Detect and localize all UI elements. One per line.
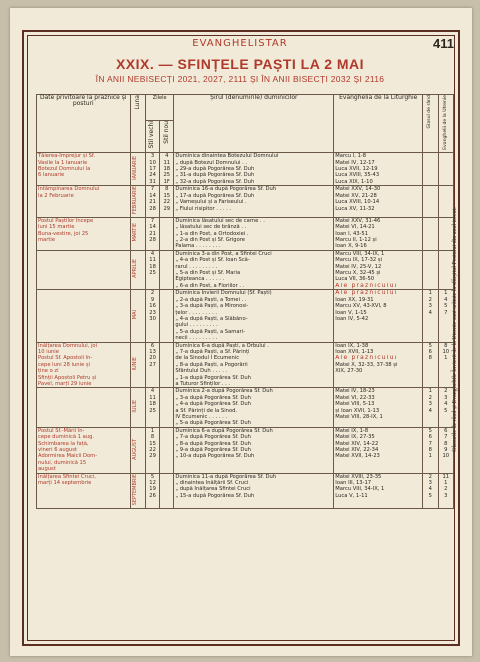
month-row — [37, 388, 454, 427]
day-stil-vechi — [145, 342, 159, 388]
gospel-reading-line: Marcu II, 1-12 și — [335, 237, 377, 244]
gospel-reading-line: Matei VIII, 5-13 — [335, 401, 375, 408]
sunday-names-line: „ 5-a după Paști, a Samari- — [175, 328, 245, 335]
month-name: SEPTEMBRIE — [130, 473, 145, 508]
utrenie-value-line: 10 — [442, 453, 450, 460]
gospel-reading-line: Matei IV, 25-V, 12 — [335, 263, 382, 270]
header-glas: Glasul de rând — [423, 95, 438, 153]
sunday-names-line: țelor . . . . . . . . . — [175, 309, 218, 316]
sunday-names-line: „ lăsatului sec de brânză . . — [175, 224, 247, 231]
gospel-reading — [334, 186, 423, 218]
month-name: IUNIE — [130, 342, 145, 388]
sunday-names — [174, 342, 334, 388]
feast-notes-line: ține o zi — [38, 368, 59, 375]
day-stil-vechi-line: 15 — [149, 440, 156, 447]
utrenie-value-line: 5 — [444, 303, 448, 310]
gospel-reading-line: Matei XVIII, 23-35 — [335, 473, 382, 480]
sunday-names — [174, 388, 334, 427]
gospel-reading-line: Marcu VIII, 34-IX, 1 — [335, 486, 385, 493]
glas-value-line: 4 — [428, 407, 432, 414]
day-stil-vechi — [145, 250, 159, 289]
gospel-reading-line: Ioan XX, 19-31 — [335, 296, 374, 303]
sunday-names-line: „ Vameșului și a Fariseului . — [175, 199, 247, 206]
feast-notes-line: august — [38, 466, 56, 473]
glas-value-line: 7 — [428, 440, 432, 447]
sunday-names-line: Duminica 11-a după Pogorârea Sf. Duh — [175, 473, 277, 480]
day-stil-nou-line: 1F — [163, 178, 170, 185]
feast-notes — [37, 427, 131, 473]
gospel-reading-line: Ioan IV, 5-42 — [335, 315, 369, 322]
sunday-names — [174, 290, 334, 342]
sunday-names-line: „ 1-a după Pogorârea Sf. Duh — [175, 374, 251, 381]
sunday-names-line: „ 7-a după Paști, a Sf. Părinți — [175, 348, 250, 355]
gospel-reading-line: Ioan X, 9-16 — [335, 243, 367, 250]
sunday-names — [174, 186, 334, 218]
utrenie-value-line: 9 — [444, 447, 448, 454]
day-stil-vechi-line: 25 — [149, 407, 156, 414]
feast-notes-line: nului, duminică 15 — [38, 459, 87, 466]
utrenie-value — [438, 153, 453, 186]
feast-notes-line: Postul Sf. Apostoli în- — [38, 355, 93, 362]
sunday-names-line: „ 5-a din Post și Sf. Maria — [175, 270, 241, 277]
gospel-reading — [334, 427, 423, 473]
month-row — [37, 473, 454, 508]
sunday-names-line: „ 15-a după Pogorârea Sf. Duh — [175, 492, 255, 499]
sunday-names-line: „ 4-a din Post și Sf. Ioan Scă- — [175, 257, 250, 264]
sunday-names-line: a Tuturor Sfinților . . . — [175, 380, 231, 387]
gospel-reading-line: Marcu IX, 17-32 și — [335, 257, 383, 264]
day-stil-vechi-line: 10 — [149, 159, 156, 166]
day-stil-vechi — [145, 473, 159, 508]
day-stil-nou-line: 22 — [163, 199, 171, 206]
utrenie-value-line: 11 — [442, 473, 450, 480]
day-stil-vechi-line: 7 — [150, 186, 155, 193]
gospel-reading-line: Matei IV, 18-23 — [335, 388, 375, 395]
month-name: FEBRUARIE — [130, 186, 145, 218]
sunday-names-line: „ 4-a după Paști, a Slăbăno- — [175, 315, 248, 322]
glas-value-line: 3 — [428, 303, 432, 310]
glas-value — [423, 217, 438, 250]
utrenie-value-line: 7 — [444, 434, 448, 441]
utrenie-value-line: 1 — [444, 480, 448, 487]
gospel-reading-line: Ioan V, 1-15 — [335, 309, 367, 316]
utrenie-value-line: 8 — [444, 342, 448, 349]
gospel-reading-line: Matei IX, 1-8 — [335, 427, 369, 434]
sunday-names-line: „ 9-a după Pogorârea Sf. Duh — [175, 447, 251, 454]
sunday-names-line: „ dinaintea Înălțării Sf. Cruci — [175, 480, 249, 487]
page-title: XXIX. — SFINȚELE PAȘTI LA 2 MAI — [115, 56, 365, 72]
page-subtitle: ÎN ANII NEBISECȚI 2021, 2027, 2111 ȘI ÎN ANII BISECȚI 2032 ȘI 2116 — [95, 74, 385, 84]
glas-value-line: 2 — [428, 394, 432, 401]
glas-value — [423, 427, 438, 473]
day-stil-nou-line: 15 — [163, 192, 171, 199]
gospel-reading — [334, 153, 423, 186]
feast-notes-line: luni 15 martie — [38, 224, 75, 231]
gospel-reading-line: Matei XIV, 22-34 — [335, 447, 379, 454]
day-stil-vechi-line: 21 — [149, 230, 156, 237]
day-stil-vechi — [145, 153, 159, 186]
feast-notes — [37, 153, 131, 186]
sunday-names-line: „ după Botezul Domnului . . — [175, 159, 248, 166]
day-stil-vechi-line: 27 — [149, 361, 156, 368]
sunday-names-line: „ 6-a din Post, a Floriilor . . — [175, 282, 245, 289]
sunday-names-line: „ 1-a din Post, a Ortodoxiei . — [175, 230, 249, 237]
day-stil-vechi-line: 11 — [149, 394, 156, 401]
day-stil-nou — [160, 473, 174, 508]
gospel-reading-line: Luca XV, 11-32 — [335, 205, 375, 212]
day-stil-vechi-line: 18 — [149, 263, 156, 270]
day-stil-nou — [160, 153, 174, 186]
header-zilele: Zilele — [145, 95, 173, 121]
feast-notes-line: Postul Sf.-Mării în- — [38, 427, 85, 434]
day-stil-vechi-line: 14 — [149, 224, 156, 231]
glas-value-line: 3 — [428, 401, 432, 408]
month-name: MARTIE — [130, 217, 145, 250]
utrenie-value-line: 2 — [444, 388, 448, 395]
sunday-names-line: „ Fiului risipitor . . . . . — [175, 205, 232, 212]
gospel-reading — [334, 290, 423, 342]
day-stil-nou-line: 18 — [163, 166, 171, 173]
gospel-reading — [334, 473, 423, 508]
day-stil-vechi-line: 9 — [150, 296, 155, 303]
sunday-names-line: de la Sinodul I Ecumenic — [175, 355, 240, 362]
day-stil-vechi-line: 19 — [149, 486, 156, 493]
sunday-names-line: a Sf. Părinți de la Sinod. — [175, 407, 238, 414]
feast-notes-line: la 2 Februarie — [38, 192, 74, 199]
day-stil-nou-line: 11 — [163, 159, 171, 166]
day-stil-vechi — [145, 388, 159, 427]
sunday-names — [174, 153, 334, 186]
gospel-reading-line: Marcu X, 32-45 și — [335, 270, 381, 277]
gospel-reading-line: Matei XXV, 31-46 — [335, 217, 381, 224]
utrenie-value-line: 8 — [444, 440, 448, 447]
gospel-reading-line: Luca XVII, 12-19 — [335, 166, 378, 173]
gospel-reading-line: Matei X, 32-33, 37-38 și — [335, 361, 398, 368]
day-stil-vechi-line: 28 — [149, 237, 156, 244]
day-stil-vechi-line: 31 — [149, 178, 156, 185]
gospel-reading-line: Ioan IX, 1-38 — [335, 342, 369, 349]
sunday-names-line: „ 4-a după Pogorârea Sf. Duh — [175, 401, 251, 408]
month-row — [37, 290, 454, 342]
month-row — [37, 427, 454, 473]
day-stil-vechi-line: 4 — [150, 388, 155, 395]
utrenie-value-line: 5 — [444, 407, 448, 414]
gospel-reading-line: Matei VIII, 28-IX, 1 — [335, 414, 383, 421]
glas-value-line: 1 — [428, 388, 432, 395]
day-stil-vechi — [145, 290, 159, 342]
day-stil-nou — [160, 217, 174, 250]
sunday-names-line: „ 7-a după Pogorârea Sf. Duh — [175, 434, 251, 441]
month-row — [37, 342, 454, 388]
header-utrenie: Evanghelii de la Utrenie — [438, 95, 453, 153]
gospel-reading-line: Marcu I, 1-8 — [335, 153, 367, 160]
utrenie-value-line: 3 — [444, 492, 448, 499]
day-stil-vechi — [145, 186, 159, 218]
sunday-names-line: „ 31-a după Pogorârea Sf. Duh — [175, 172, 255, 179]
utrenie-value-line: 1 — [444, 355, 448, 362]
sunday-names-line: Duminica 6-a după Pogorârea Sf. Duh — [175, 427, 273, 434]
sunday-names-line: Duminica Învierii Domnului (Sf. Paști) — [175, 290, 272, 297]
day-stil-vechi-line: 18 — [149, 401, 156, 408]
sunday-names-line: necii . . . . . . . . . — [175, 335, 218, 342]
month-row — [37, 186, 454, 218]
gospel-reading-line: Ioan I, 43-51 — [335, 230, 369, 237]
day-stil-vechi-line: 16 — [149, 303, 156, 310]
day-stil-vechi-line: 28 — [149, 205, 156, 212]
day-stil-vechi-line: 8 — [150, 434, 155, 441]
day-stil-nou — [160, 427, 174, 473]
day-stil-nou-line: 29 — [163, 205, 171, 212]
feast-notes-line: 10 iunie — [38, 348, 59, 355]
sunday-names-line: Duminica 2-a după Pogorârea Sf. Duh — [175, 388, 273, 395]
feast-notes-line: Întâmpinarea Domnului — [38, 186, 100, 193]
feast-notes-line: marți 14 septembrie — [38, 480, 92, 487]
sunday-names-line: Egipteanca . . . . . . — [175, 276, 225, 283]
sunday-names-line: Duminica 3-a din Post, a Sfintei Cruci — [175, 250, 272, 257]
running-title: EVANGHELISTAR — [192, 38, 288, 49]
header-stil-nou: Stil nou — [160, 121, 174, 153]
gospel-reading-line: Marcu VIII, 34-IX, 1 — [335, 250, 385, 257]
gospel-reading-line: Matei XIV, 14-22 — [335, 440, 379, 447]
glas-value — [423, 250, 438, 289]
sunday-names-line: „ 2-a după Paști, a Tomei . . — [175, 296, 247, 303]
feast-notes-line: Tăierea-Împrejur și Sf. — [38, 153, 96, 160]
glas-value-line: 6 — [428, 348, 432, 355]
gospel-reading-line: Matei IV, 12-17 — [335, 159, 375, 166]
gospel-reading-line: Ale praznicului — [335, 355, 398, 362]
day-stil-vechi-line: 29 — [149, 453, 156, 460]
gospel-reading — [334, 388, 423, 427]
day-stil-nou — [160, 290, 174, 342]
day-stil-vechi-line: 1 — [150, 427, 155, 434]
side-note: Glasurile de rând și Evangheliile Învierii de la Utrenie sunt arătate la sfârșitul Postului din anul trecut. — [452, 207, 458, 453]
page-number: 411 — [433, 36, 454, 51]
feast-notes-line: 6 Ianuarie — [38, 172, 65, 179]
gospel-reading-line: Matei XVII, 14-23 — [335, 453, 380, 460]
glas-value-line: 5 — [428, 427, 432, 434]
month-row — [37, 153, 454, 186]
sunday-names-line: „ 8-a după Paști, a Pogorârii — [175, 361, 248, 368]
sunday-names-line: Duminica dinaintea Botezului Domnului — [175, 153, 279, 160]
feast-notes-line: Adormirea Maicii Dom- — [38, 453, 98, 460]
day-stil-vechi-line: 21 — [149, 199, 156, 206]
day-stil-vechi-line: 23 — [149, 309, 156, 316]
header-stil-vechi: Stil vechi — [145, 121, 159, 153]
utrenie-value-line: 3 — [444, 394, 448, 401]
gospel-reading-line: Matei XXV, 14-30 — [335, 186, 381, 193]
gospel-reading — [334, 250, 423, 289]
day-stil-vechi-line: 11 — [149, 257, 156, 264]
gospel-reading-line: XIX, 27-30 — [335, 368, 363, 375]
gospel-reading-line: Luca XVIII, 35-43 — [335, 172, 380, 179]
day-stil-vechi-line: 25 — [149, 270, 156, 277]
feast-notes — [37, 290, 131, 342]
day-stil-nou — [160, 342, 174, 388]
sunday-names-line: „ 32-a după Pogorârea Sf. Duh — [175, 178, 255, 185]
feast-notes-line: Sfinții Apostoli Petru și — [38, 374, 97, 381]
day-stil-nou-line: 8 — [165, 186, 169, 193]
month-name: IULIE — [130, 388, 145, 427]
feast-notes-line: Postul Paștilor începe — [38, 217, 94, 224]
day-stil-nou — [160, 388, 174, 427]
feast-notes — [37, 217, 131, 250]
feast-notes-line: martie — [38, 237, 56, 244]
day-stil-vechi-line: 20 — [149, 355, 156, 362]
glas-value-line: 1 — [428, 290, 432, 297]
feast-notes — [37, 342, 131, 388]
gospel-reading-line: Luca XVIII, 10-14 — [335, 199, 380, 206]
glas-value-line: 5 — [428, 342, 432, 349]
month-name: IANUARIE — [130, 153, 145, 186]
day-stil-vechi-line: 12 — [149, 480, 156, 487]
day-stil-vechi-line: 13 — [149, 348, 156, 355]
gospel-reading-line: Ioan III, 13-17 — [335, 480, 372, 487]
sunday-names-line: Duminica 6-a după Paști, a Orbului . — [175, 342, 269, 349]
gospel-reading-line: Marcu XV, 43-XVI, 8 — [335, 303, 387, 310]
glas-value — [423, 388, 438, 427]
gospel-reading — [334, 342, 423, 388]
feast-notes-line: Înălțarea Sfintei Cruci, — [38, 473, 96, 480]
day-stil-vechi-line: 30 — [149, 315, 156, 322]
glas-value — [423, 186, 438, 218]
glas-value — [423, 342, 438, 388]
header-evanghelia: Evanghelia de la Liturghie — [334, 95, 423, 153]
calendar-table — [36, 94, 454, 509]
utrenie-value-line: 1 — [444, 290, 448, 297]
sunday-names-line: rarul . . . . . . . . . — [175, 263, 218, 270]
gospel-reading-line: Luca VII, 36-50 — [335, 276, 375, 283]
glas-value-line: 4 — [428, 486, 432, 493]
day-stil-vechi-line: 5 — [150, 473, 155, 480]
utrenie-value-line: 10 — [442, 348, 450, 355]
sunday-names-line: „ 29-a după Pogorârea Sf. Duh — [175, 166, 255, 173]
month-row — [37, 217, 454, 250]
glas-value — [423, 153, 438, 186]
sunday-names-line: „ 3-a după Pogorârea Sf. Duh — [175, 394, 251, 401]
feast-notes-line: cepe duminică 1 aug. — [38, 434, 95, 441]
utrenie-value-line: 6 — [444, 427, 448, 434]
sunday-names — [174, 217, 334, 250]
feast-notes-line: Botezul Domnului la — [38, 166, 91, 173]
feast-notes — [37, 388, 131, 427]
glas-value — [423, 473, 438, 508]
sunday-names-line: IV Ecumenic . . . . . . — [175, 414, 228, 421]
feast-notes-line: Pavel, marți 29 iunie — [38, 380, 92, 387]
glas-value — [423, 290, 438, 342]
sunday-names-line: gului . . . . . . . . . — [175, 322, 218, 329]
utrenie-value-line: 4 — [444, 296, 448, 303]
feast-notes-line: cepe luni 28 iunie și — [38, 361, 90, 368]
day-stil-vechi-line: 24 — [149, 172, 156, 179]
gospel-reading-line: Ale praznicului — [335, 282, 398, 289]
gospel-reading-line: și Ioan XVII, 1-13 — [335, 407, 380, 414]
day-stil-vechi-line: 4 — [150, 250, 155, 257]
day-stil-nou — [160, 250, 174, 289]
day-stil-vechi — [145, 427, 159, 473]
sunday-names-line: „ 10-a după Pogorârea Sf. Duh — [175, 453, 255, 460]
gospel-reading-line: Ioan XVII, 1-13 — [335, 348, 374, 355]
day-stil-vechi-line: 7 — [150, 217, 155, 224]
sunday-names-line: Duminica 16-a după Pogorârea Sf. Duh — [175, 186, 277, 193]
sunday-names-line: Sfântului Duh . . . . . — [175, 368, 228, 375]
feast-notes — [37, 473, 131, 508]
glas-value-line: 2 — [428, 296, 432, 303]
day-stil-vechi-line: 3 — [150, 153, 155, 160]
feast-notes-line: Vasile la 1 Ianuarie — [38, 159, 88, 166]
glas-value-line: 8 — [428, 355, 432, 362]
day-stil-vechi — [145, 217, 159, 250]
sunday-names-line: „ 2-a din Post și Sf. Grigore — [175, 237, 245, 244]
day-stil-nou-line: 25 — [163, 172, 171, 179]
sunday-names-line: „ după Înălțarea Sfintei Cruci — [175, 486, 251, 493]
day-stil-vechi-line: 22 — [149, 447, 156, 454]
gospel-reading-line: Luca XIX, 1-10 — [335, 178, 373, 185]
gospel-reading-line: Luca V, 1-11 — [335, 492, 368, 499]
day-stil-vechi-line: 6 — [150, 342, 155, 349]
glas-value-line: 5 — [428, 492, 432, 499]
gospel-reading-line: Matei XV, 21-28 — [335, 192, 377, 199]
utrenie-value-line: 7 — [444, 309, 448, 316]
feast-notes-line: vineri 6 august — [38, 447, 77, 454]
day-stil-nou — [160, 186, 174, 218]
header-luna: Luna — [130, 95, 145, 153]
day-stil-vechi-line: 17 — [149, 166, 156, 173]
month-row — [37, 250, 454, 289]
utrenie-value-line: 2 — [444, 486, 448, 493]
gospel-reading-line: Ale praznicului — [335, 290, 398, 297]
glas-value-line: 1 — [428, 453, 432, 460]
sunday-names-line: „ 5-a după Pogorârea Sf. Duh — [175, 420, 251, 427]
gospel-reading-line: Matei VI, 22-33 — [335, 394, 375, 401]
gospel-reading-line: Matei IX, 27-35 — [335, 434, 375, 441]
utrenie-value — [438, 473, 453, 508]
feast-notes-line: Schimbarea la față, — [38, 440, 89, 447]
glas-value-line: 2 — [428, 473, 432, 480]
glas-value-line: 4 — [428, 309, 432, 316]
feast-notes — [37, 250, 131, 289]
month-name: MAI — [130, 290, 145, 342]
day-stil-vechi-line: 26 — [149, 492, 156, 499]
sunday-names-line: Duminica lăsatului sec de carne . . — [175, 217, 265, 224]
glas-value-line: 6 — [428, 434, 432, 441]
sunday-names-line: „ 8-a după Pogorârea Sf. Duh — [175, 440, 251, 447]
sunday-names — [174, 427, 334, 473]
gospel-reading — [334, 217, 423, 250]
gospel-reading-line: Matei VI, 14-21 — [335, 224, 375, 231]
sunday-names — [174, 473, 334, 508]
day-stil-nou-line: 4 — [165, 153, 169, 160]
month-name: AUGUST — [130, 427, 145, 473]
header-sirul: Șirul (denumirile) duminicilor — [174, 95, 334, 153]
sunday-names-line: „ 3-a după Paști, a Mironosi- — [175, 303, 249, 310]
glas-value-line: 3 — [428, 480, 432, 487]
sunday-names-line: Palama . . . . . . . . — [175, 243, 221, 250]
sunday-names-line: „ 17-a după Pogorârea Sf. Duh — [175, 192, 255, 199]
feast-notes-line: Buna-vestire, joi 25 — [38, 230, 89, 237]
feast-notes-line: Înălțarea Domnului, joi — [38, 342, 98, 349]
header-privitoare: Date privitoare la praznice și posturi — [37, 95, 131, 153]
utrenie-value-line: 4 — [444, 401, 448, 408]
sunday-names — [174, 250, 334, 289]
day-stil-vechi-line: 2 — [150, 290, 155, 297]
day-stil-vechi-line: 14 — [149, 192, 156, 199]
month-name: APRILIE — [130, 250, 145, 289]
feast-notes — [37, 186, 131, 218]
glas-value-line: 8 — [428, 447, 432, 454]
